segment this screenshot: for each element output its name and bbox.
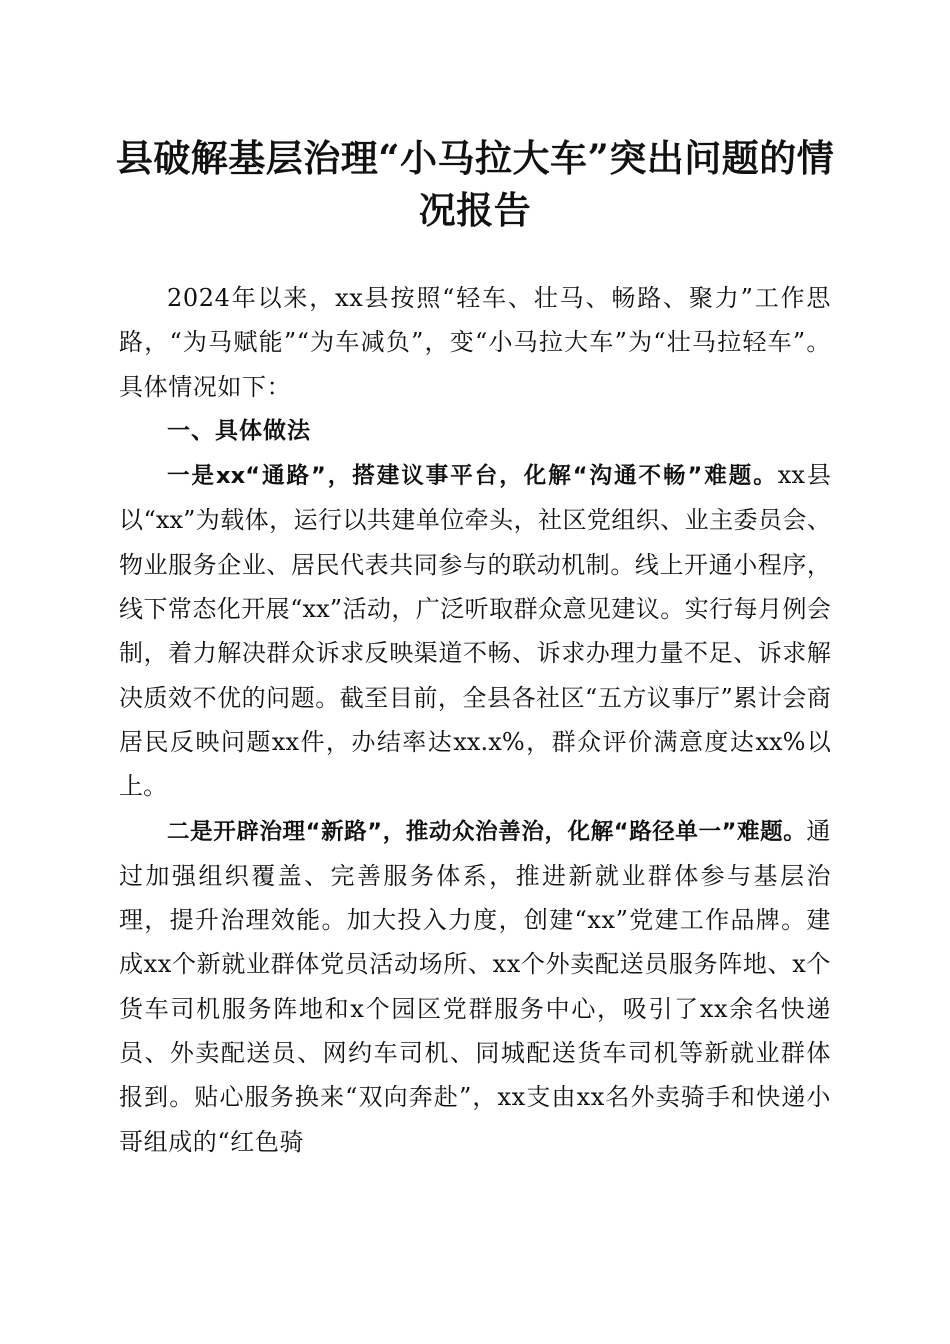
item-1-body: xx县以“xx”为载体，运行以共建单位牵头，社区党组织、业主委员会、物业服务企业、居民代表共同参与的联动机制。线上开通小程序，线下常态化开展“xx”活动，广泛听取群众意见建议。实行每月例会制，着力解决群众诉求反映渠道不畅、诉求办理力量不足、诉求解决质效不优的问题。截至目前，全县各社区“五方议事厅”累计会商居民反映问题xx件，办结率达xx.x%，群众评价满意度达xx%以上。 bbox=[119, 461, 831, 801]
item-1-lead: 一是xx“通路”，搭建议事平台，化解“沟通不畅”难题。 bbox=[167, 463, 778, 490]
item-2-paragraph bbox=[119, 809, 831, 1164]
item-2-lead: 二是开辟治理“新路”，推动众治善治，化解“路径单一”难题。 bbox=[167, 818, 807, 845]
item-2-body: 通过加强组织覆盖、完善服务体系，推进新就业群体参与基层治理，提升治理效能。加大投入力度，创建“xx”党建工作品牌。建成xx个新就业群体党员活动场所、xx个外卖配送员服务阵地、x个货车司机服务阵地和x个园区党群服务中心，吸引了xx余名快递员、外卖配送员、网约车司机、同城配送货车司机等新就业群体报到。贴心服务换来“双向奔赴”，xx支由xx名外卖骑手和快递小哥组成的“红色骑 bbox=[119, 816, 831, 1156]
section-heading: 一、具体做法 bbox=[167, 417, 311, 444]
document-title: 县破解基层治理“小马拉大车”突出问题的情况报告 bbox=[115, 136, 835, 232]
document-body bbox=[119, 276, 831, 1164]
intro-paragraph: 2024年以来，xx县按照“轻车、壮马、畅路、聚力”工作思路，“为马赋能”“为车减负”，变“小马拉大车”为“壮马拉轻车”。具体情况如下： bbox=[119, 284, 831, 401]
item-1-paragraph bbox=[119, 453, 831, 808]
